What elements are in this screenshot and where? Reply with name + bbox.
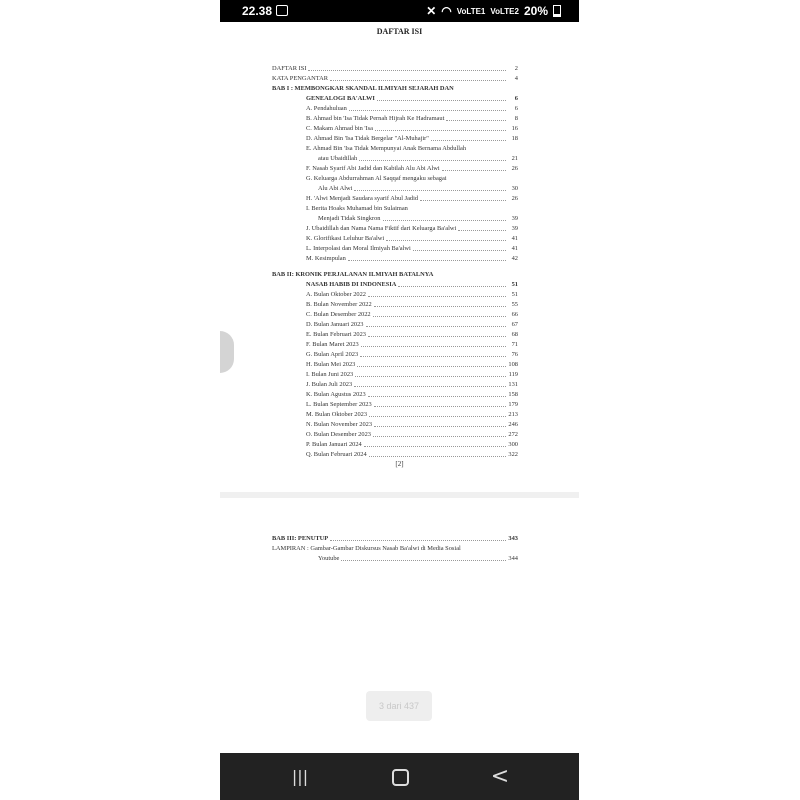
back-button[interactable]: [470, 753, 530, 800]
toc-entry[interactable]: F. Nasab Syarif Abi Jadid dan Kabilah Alu Abi Alwi 26: [306, 165, 518, 172]
phone-screen: [220, 0, 579, 800]
network-1-label: VoLTE1: [456, 6, 486, 16]
toc-entry[interactable]: K. Glorifikasi Leluhur Ba'alwi 41: [306, 235, 518, 242]
toc-entry[interactable]: N. Bulan November 2023 246: [306, 421, 518, 428]
toc-entry[interactable]: P. Bulan Januari 2024 300: [306, 441, 518, 448]
toc-entry[interactable]: M. Kesimpulan 42: [306, 255, 518, 262]
toc-entry[interactable]: L. Bulan September 2023 179: [306, 401, 518, 408]
toc-entry[interactable]: atau Ubaidillah 21: [318, 155, 518, 162]
back-icon: <: [490, 764, 510, 789]
toc-entry[interactable]: K. Bulan Agustus 2023 158: [306, 391, 518, 398]
toc-entry[interactable]: G. Bulan April 2023 76: [306, 351, 518, 358]
toc-entry[interactable]: H. 'Alwi Menjadi Saudara syarif Abul Jadid 26: [306, 195, 518, 202]
toc-title: DAFTAR ISI: [376, 27, 423, 36]
toc-entry[interactable]: GENEALOGI BA'ALWI 6: [306, 95, 518, 102]
toc-entry[interactable]: B. Ahmad bin 'Isa Tidak Pernah Hijrah Ke Hadramaut 8: [306, 115, 518, 122]
toc-entry[interactable]: D. Bulan Januari 2023 67: [306, 321, 518, 328]
recents-button[interactable]: [270, 753, 330, 800]
document-page-1[interactable]: [220, 22, 579, 492]
battery-percent: 20%: [523, 4, 548, 18]
toc-entry[interactable]: M. Bulan Oktober 2023 213: [306, 411, 518, 418]
toc-entry[interactable]: Menjadi Tidak Singkron 39: [318, 215, 518, 222]
toc-entry[interactable]: BAB III: PENUTUP 343: [272, 535, 518, 542]
toc-entry[interactable]: B. Bulan November 2022 55: [306, 301, 518, 308]
toc-entry[interactable]: J. Bulan Juli 2023 131: [306, 381, 518, 388]
toc-entry[interactable]: L. Interpolasi dan Moral Ilmiyah Ba'alwi 41: [306, 245, 518, 252]
toc-chapter-heading[interactable]: BAB II: KRONIK PERJALANAN ILMIYAH BATALNYA: [272, 271, 434, 278]
toc-chapter-heading[interactable]: BAB I : MEMBONGKAR SKANDAL ILMIYAH SEJARAH DAN: [272, 85, 454, 92]
page-number: [2]: [395, 460, 404, 468]
toc-entry[interactable]: KATA PENGANTAR 4: [272, 75, 518, 82]
toc-entry[interactable]: I. Berita Hoaks Muhamad bin Sulaiman: [306, 205, 408, 212]
system-nav-bar: [220, 753, 579, 800]
toc-entry[interactable]: E. Bulan Februari 2023 68: [306, 331, 518, 338]
home-button[interactable]: [370, 753, 430, 800]
toc-entry[interactable]: C. Bulan Desember 2022 66: [306, 311, 518, 318]
recents-icon: |||: [291, 767, 309, 786]
battery-icon: [553, 5, 561, 17]
home-icon: [392, 769, 409, 786]
toc-entry[interactable]: DAFTAR ISI 2: [272, 65, 518, 72]
toc-entry[interactable]: H. Bulan Mei 2023 108: [306, 361, 518, 368]
toc-entry[interactable]: E. Ahmad Bin 'Isa Tidak Mempunyai Anak Bernama Abdullah: [306, 145, 467, 152]
page-indicator: 3 dari 437: [366, 691, 432, 721]
wifi-icon: ◠: [441, 4, 452, 18]
toc-entry[interactable]: J. Ubaidillah dan Nama Nama Fiktif dari Keluarga Ba'alwi 39: [306, 225, 518, 232]
toc-entry[interactable]: O. Bulan Desember 2023 272: [306, 431, 518, 438]
status-icons: [426, 4, 561, 18]
network-2-label: VoLTE2: [490, 6, 519, 16]
toc-entry[interactable]: C. Makam Ahmad bin 'Isa 16: [306, 125, 518, 132]
toc-entry[interactable]: A. Pendahuluan 6: [306, 105, 518, 112]
toc-entry[interactable]: I. Bulan Juni 2023 119: [306, 371, 518, 378]
toc-entry[interactable]: G. Keluarga Abdurrahman Al Saqqaf mengaku sebagai: [306, 175, 447, 182]
toc-entry[interactable]: Alu Abi Alwi 30: [318, 185, 518, 192]
toc-entry[interactable]: Youtube 344: [318, 555, 518, 562]
status-time: 22.38: [242, 4, 273, 18]
mute-icon: ✕: [426, 4, 437, 18]
toc-entry[interactable]: A. Bulan Oktober 2022 51: [306, 291, 518, 298]
toc-entry[interactable]: LAMPIRAN : Gambar-Gambar Diskursus Nasab Ba'alwi di Media Sosial: [272, 545, 461, 552]
screenshot-notification-icon: [276, 5, 288, 16]
toc-entry[interactable]: NASAB HABIB DI INDONESIA 51: [306, 281, 518, 288]
toc-entry[interactable]: D. Ahmad Bin 'Isa Tidak Bergelar "Al-Muhajir" 18: [306, 135, 518, 142]
toc-entry[interactable]: Q. Bulan Februari 2024 322: [306, 451, 518, 458]
status-bar: [220, 0, 579, 22]
toc-entry[interactable]: F. Bulan Maret 2023 71: [306, 341, 518, 348]
